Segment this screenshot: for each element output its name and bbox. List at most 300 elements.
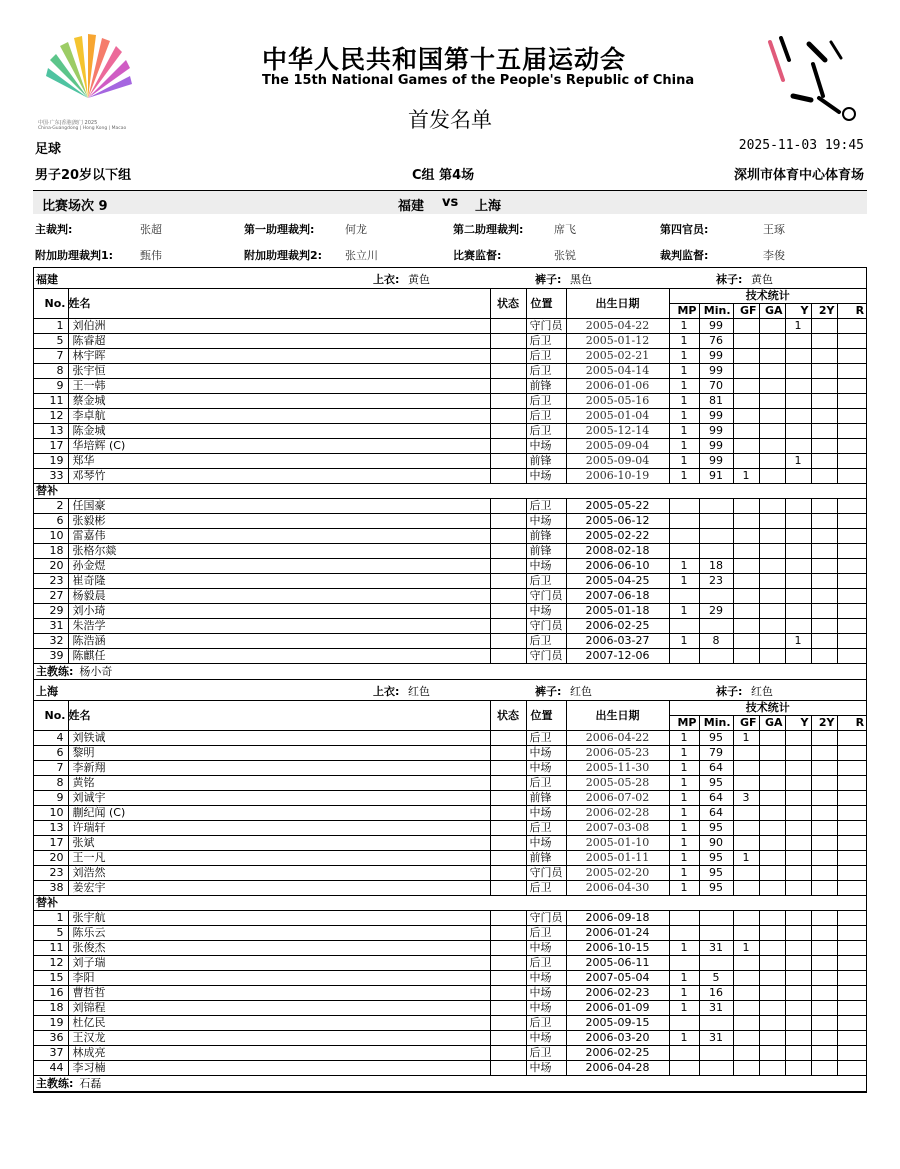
stat-ga: [759, 589, 785, 604]
stat-mp: 1: [669, 1031, 699, 1046]
player-number: 6: [34, 514, 68, 529]
stat-mp: [669, 1061, 699, 1076]
stat-r: [837, 746, 866, 761]
stat-min: [699, 619, 733, 634]
player-dob: 2005-09-04: [566, 439, 669, 454]
stat-ga: [759, 881, 785, 896]
player-name: 李新翔: [68, 761, 490, 776]
stat-y2: [811, 776, 837, 791]
player-name: 黄铭: [68, 776, 490, 791]
player-number: 39: [34, 649, 68, 664]
player-number: 18: [34, 544, 68, 559]
player-position: 后卫: [526, 1046, 566, 1061]
stat-min: 99: [699, 439, 733, 454]
player-dob: 2007-06-18: [566, 589, 669, 604]
player-dob: 2006-02-25: [566, 619, 669, 634]
player-number: 13: [34, 821, 68, 836]
stat-y: [785, 791, 811, 806]
stat-gf: [733, 559, 759, 574]
player-status: [490, 986, 526, 1001]
player-number: 36: [34, 1031, 68, 1046]
stat-mp: 1: [669, 334, 699, 349]
coach-label: 主教练:: [36, 1077, 74, 1090]
player-status: [490, 394, 526, 409]
stat-y: [785, 911, 811, 926]
socks-label: 袜子:: [716, 273, 743, 286]
stat-col-header: MP: [669, 304, 699, 319]
player-position: 后卫: [526, 394, 566, 409]
col-name-header: 姓名: [68, 701, 490, 731]
table-row: [34, 881, 866, 896]
stat-y2: [811, 821, 837, 836]
stat-r: [837, 941, 866, 956]
player-dob: 2005-01-04: [566, 409, 669, 424]
stat-r: [837, 439, 866, 454]
extra-assistant2-name: 张立川: [345, 249, 378, 262]
col-no-header: No.: [34, 289, 68, 319]
player-number: 20: [34, 851, 68, 866]
sport-label: 足球: [35, 142, 62, 157]
team-name: 福建: [36, 273, 58, 286]
stat-min: [699, 649, 733, 664]
stat-mp: [669, 544, 699, 559]
stat-ga: [759, 761, 785, 776]
player-number: 12: [34, 956, 68, 971]
stat-ga: [759, 409, 785, 424]
stat-ga: [759, 379, 785, 394]
stat-gf: [733, 649, 759, 664]
stat-y2: [811, 499, 837, 514]
stat-y2: [811, 379, 837, 394]
stat-y: [785, 866, 811, 881]
stat-min: 95: [699, 851, 733, 866]
stat-mp: 1: [669, 454, 699, 469]
player-position: 中场: [526, 1031, 566, 1046]
stat-min: 23: [699, 574, 733, 589]
table-row: [34, 761, 866, 776]
table-row: [34, 334, 866, 349]
stat-min: 64: [699, 761, 733, 776]
stat-ga: [759, 649, 785, 664]
player-name: 张宇恒: [68, 364, 490, 379]
substitutes-label: 替补: [34, 484, 866, 499]
stat-y2: [811, 394, 837, 409]
player-dob: 2005-09-15: [566, 1016, 669, 1031]
stat-min: 99: [699, 349, 733, 364]
stat-y: 1: [785, 319, 811, 334]
stat-gf: [733, 514, 759, 529]
table-row: [34, 956, 866, 971]
player-status: [490, 971, 526, 986]
logo-caption-zh: 中国·广东|香港|澳门 2025: [38, 120, 98, 126]
player-position: 前锋: [526, 454, 566, 469]
stat-min: 5: [699, 971, 733, 986]
stat-min: [699, 956, 733, 971]
col-stats-header: 技术统计: [669, 701, 866, 716]
player-dob: 2005-01-18: [566, 604, 669, 619]
player-number: 1: [34, 319, 68, 334]
player-status: [490, 439, 526, 454]
referee-name: 张超: [140, 223, 162, 236]
player-name: 王一韩: [68, 379, 490, 394]
stat-mp: 1: [669, 746, 699, 761]
player-position: 中场: [526, 1061, 566, 1076]
roster-table: [34, 289, 866, 484]
player-status: [490, 604, 526, 619]
stat-r: [837, 559, 866, 574]
stat-min: 18: [699, 559, 733, 574]
stat-r: [837, 971, 866, 986]
stat-gf: [733, 986, 759, 1001]
player-position: 后卫: [526, 634, 566, 649]
player-position: 中场: [526, 559, 566, 574]
player-number: 11: [34, 394, 68, 409]
match-group: C组 第4场: [412, 168, 475, 183]
player-status: [490, 499, 526, 514]
player-status: [490, 544, 526, 559]
player-dob: 2008-02-18: [566, 544, 669, 559]
stat-mp: 1: [669, 394, 699, 409]
table-row: [34, 926, 866, 941]
player-status: [490, 379, 526, 394]
player-dob: 2006-04-22: [566, 731, 669, 746]
stat-gf: [733, 761, 759, 776]
stat-ga: [759, 1061, 785, 1076]
stat-y: [785, 881, 811, 896]
stat-mp: 1: [669, 424, 699, 439]
stat-ga: [759, 806, 785, 821]
player-status: [490, 836, 526, 851]
shorts-color: 红色: [570, 685, 592, 698]
stat-gf: [733, 544, 759, 559]
table-row: [34, 851, 866, 866]
stat-y: [785, 941, 811, 956]
player-dob: 2006-04-30: [566, 881, 669, 896]
stat-r: [837, 821, 866, 836]
player-position: 中场: [526, 971, 566, 986]
games-title-zh: 中华人民共和国第十五届运动会: [262, 45, 627, 74]
stat-r: [837, 409, 866, 424]
stat-min: [699, 911, 733, 926]
stat-r: [837, 454, 866, 469]
player-name: 李阳: [68, 971, 490, 986]
player-name: 林宇晖: [68, 349, 490, 364]
col-name-header: 姓名: [68, 289, 490, 319]
table-row: [34, 1046, 866, 1061]
stat-mp: 1: [669, 559, 699, 574]
stat-min: 79: [699, 746, 733, 761]
stat-gf: [733, 1046, 759, 1061]
player-dob: 2005-11-30: [566, 761, 669, 776]
table-row: [34, 379, 866, 394]
player-number: 17: [34, 836, 68, 851]
stat-y: [785, 926, 811, 941]
player-name: 刘铁诚: [68, 731, 490, 746]
stat-min: 95: [699, 731, 733, 746]
player-dob: 2005-02-22: [566, 529, 669, 544]
player-name: 许瑞轩: [68, 821, 490, 836]
stat-gf: [733, 589, 759, 604]
stat-y: [785, 499, 811, 514]
stat-gf: [733, 409, 759, 424]
stat-y2: [811, 409, 837, 424]
stat-col-header: GF: [733, 716, 759, 731]
stat-r: [837, 574, 866, 589]
team-section: [34, 268, 866, 680]
stat-y: 1: [785, 634, 811, 649]
player-name: 张毅彬: [68, 514, 490, 529]
player-position: 前锋: [526, 529, 566, 544]
socks-color: 红色: [751, 685, 773, 698]
table-row: [34, 1016, 866, 1031]
player-number: 23: [34, 574, 68, 589]
player-position: 前锋: [526, 544, 566, 559]
stat-y: [785, 364, 811, 379]
stat-min: 31: [699, 1031, 733, 1046]
stat-r: [837, 851, 866, 866]
stat-y: [785, 1061, 811, 1076]
match-number: 比赛场次 9: [42, 199, 108, 214]
coach-row: [34, 664, 866, 680]
stat-mp: 1: [669, 1001, 699, 1016]
stat-y2: [811, 806, 837, 821]
player-number: 38: [34, 881, 68, 896]
stat-mp: [669, 499, 699, 514]
player-dob: 2005-04-25: [566, 574, 669, 589]
player-status: [490, 364, 526, 379]
player-position: 后卫: [526, 334, 566, 349]
player-status: [490, 881, 526, 896]
player-number: 18: [34, 1001, 68, 1016]
stat-col-header: R: [837, 716, 866, 731]
stat-gf: [733, 619, 759, 634]
stat-mp: 1: [669, 881, 699, 896]
stat-y: [785, 409, 811, 424]
stat-mp: [669, 911, 699, 926]
stat-gf: [733, 746, 759, 761]
referee-label: 主裁判:: [35, 223, 73, 236]
player-status: [490, 529, 526, 544]
player-dob: 2005-04-22: [566, 319, 669, 334]
assistant1-label: 第一助理裁判:: [244, 223, 315, 236]
substitutes-table: [34, 911, 866, 1076]
stat-mp: [669, 589, 699, 604]
player-number: 29: [34, 604, 68, 619]
stat-y: [785, 776, 811, 791]
player-dob: 2005-04-14: [566, 364, 669, 379]
player-dob: 2006-02-28: [566, 806, 669, 821]
match-commissioner-name: 张锐: [554, 249, 576, 262]
stat-ga: [759, 334, 785, 349]
player-dob: 2005-06-12: [566, 514, 669, 529]
player-position: 中场: [526, 836, 566, 851]
stat-col-header: MP: [669, 716, 699, 731]
shirt-color: 黄色: [408, 273, 430, 286]
player-dob: 2005-12-14: [566, 424, 669, 439]
player-position: 后卫: [526, 499, 566, 514]
stat-r: [837, 364, 866, 379]
stat-ga: [759, 731, 785, 746]
player-position: 后卫: [526, 956, 566, 971]
stat-y: [785, 971, 811, 986]
col-status-header: 状态: [490, 289, 526, 319]
stat-gf: [733, 499, 759, 514]
table-header: [34, 701, 866, 716]
player-status: [490, 746, 526, 761]
player-dob: 2006-04-28: [566, 1061, 669, 1076]
player-name: 陈乐云: [68, 926, 490, 941]
stat-gf: [733, 926, 759, 941]
venue: 深圳市体育中心体育场: [733, 168, 864, 183]
player-dob: 2005-01-12: [566, 334, 669, 349]
stat-r: [837, 1001, 866, 1016]
stat-mp: [669, 1016, 699, 1031]
player-dob: 2006-07-02: [566, 791, 669, 806]
player-dob: 2005-02-20: [566, 866, 669, 881]
stat-ga: [759, 439, 785, 454]
player-name: 陈金城: [68, 424, 490, 439]
stat-y2: [811, 791, 837, 806]
player-dob: 2006-10-19: [566, 469, 669, 484]
table-row: [34, 499, 866, 514]
stat-y2: [811, 544, 837, 559]
stat-r: [837, 514, 866, 529]
games-logo-icon: [38, 26, 138, 116]
stat-mp: 1: [669, 604, 699, 619]
table-row: [34, 821, 866, 836]
coach-label: 主教练:: [36, 665, 74, 678]
stat-min: 16: [699, 986, 733, 1001]
player-name: 邓琴竹: [68, 469, 490, 484]
games-title-en: The 15th National Games of the People's Republic of China: [262, 73, 695, 88]
table-row: [34, 604, 866, 619]
table-row: [34, 791, 866, 806]
table-row: [34, 349, 866, 364]
stat-col-header: Min.: [699, 304, 733, 319]
col-dob-header: 出生日期: [566, 701, 669, 731]
team-header: [34, 680, 866, 701]
player-number: 12: [34, 409, 68, 424]
stat-min: [699, 544, 733, 559]
player-status: [490, 911, 526, 926]
stat-min: 8: [699, 634, 733, 649]
stat-r: [837, 469, 866, 484]
stat-col-header: 2Y: [811, 304, 837, 319]
player-number: 31: [34, 619, 68, 634]
roster-table: [34, 701, 866, 896]
player-status: [490, 821, 526, 836]
stat-r: [837, 589, 866, 604]
player-number: 17: [34, 439, 68, 454]
player-number: 9: [34, 791, 68, 806]
player-position: 后卫: [526, 881, 566, 896]
stat-y2: [811, 529, 837, 544]
stat-min: 64: [699, 806, 733, 821]
player-position: 中场: [526, 941, 566, 956]
player-status: [490, 589, 526, 604]
stat-r: [837, 379, 866, 394]
stat-min: [699, 499, 733, 514]
stat-gf: [733, 634, 759, 649]
extra-assistant1-label: 附加助理裁判1:: [35, 249, 114, 262]
stat-min: [699, 1061, 733, 1076]
player-dob: 2005-06-11: [566, 956, 669, 971]
stat-r: [837, 394, 866, 409]
stat-ga: [759, 851, 785, 866]
player-dob: 2006-09-18: [566, 911, 669, 926]
stat-y2: [811, 469, 837, 484]
player-status: [490, 349, 526, 364]
player-number: 9: [34, 379, 68, 394]
stat-gf: [733, 454, 759, 469]
player-position: 守门员: [526, 866, 566, 881]
socks-label: 袜子:: [716, 685, 743, 698]
player-position: 后卫: [526, 424, 566, 439]
stat-gf: [733, 1016, 759, 1031]
stat-ga: [759, 349, 785, 364]
stat-gf: [733, 956, 759, 971]
stat-y: [785, 424, 811, 439]
vs-label: vs: [442, 195, 459, 210]
table-row: [34, 409, 866, 424]
stat-min: 99: [699, 364, 733, 379]
table-row: [34, 544, 866, 559]
table-row: [34, 424, 866, 439]
player-number: 10: [34, 806, 68, 821]
player-position: 后卫: [526, 821, 566, 836]
stat-y: [785, 439, 811, 454]
player-dob: 2005-05-22: [566, 499, 669, 514]
stat-mp: [669, 926, 699, 941]
player-status: [490, 469, 526, 484]
player-position: 后卫: [526, 776, 566, 791]
player-number: 5: [34, 926, 68, 941]
player-number: 13: [34, 424, 68, 439]
stat-gf: [733, 319, 759, 334]
stat-r: [837, 499, 866, 514]
stat-y: [785, 394, 811, 409]
stat-ga: [759, 821, 785, 836]
stat-y: [785, 746, 811, 761]
stat-min: 70: [699, 379, 733, 394]
stat-min: [699, 589, 733, 604]
player-status: [490, 1001, 526, 1016]
stat-mp: [669, 514, 699, 529]
stat-y2: [811, 619, 837, 634]
col-position-header: 位置: [526, 701, 566, 731]
stat-y: [785, 1016, 811, 1031]
stat-y2: [811, 761, 837, 776]
player-number: 27: [34, 589, 68, 604]
stat-min: [699, 1016, 733, 1031]
shorts-label: 裤子:: [535, 685, 562, 698]
stat-y2: [811, 1031, 837, 1046]
table-row: [34, 776, 866, 791]
stat-ga: [759, 836, 785, 851]
stat-y2: [811, 349, 837, 364]
player-status: [490, 851, 526, 866]
stat-y: [785, 836, 811, 851]
stat-y: [785, 986, 811, 1001]
player-number: 15: [34, 971, 68, 986]
stat-r: [837, 1031, 866, 1046]
player-status: [490, 1061, 526, 1076]
stat-gf: 3: [733, 791, 759, 806]
shirt-color: 红色: [408, 685, 430, 698]
stat-min: 31: [699, 1001, 733, 1016]
stat-min: [699, 1046, 733, 1061]
player-name: 刘锦程: [68, 1001, 490, 1016]
